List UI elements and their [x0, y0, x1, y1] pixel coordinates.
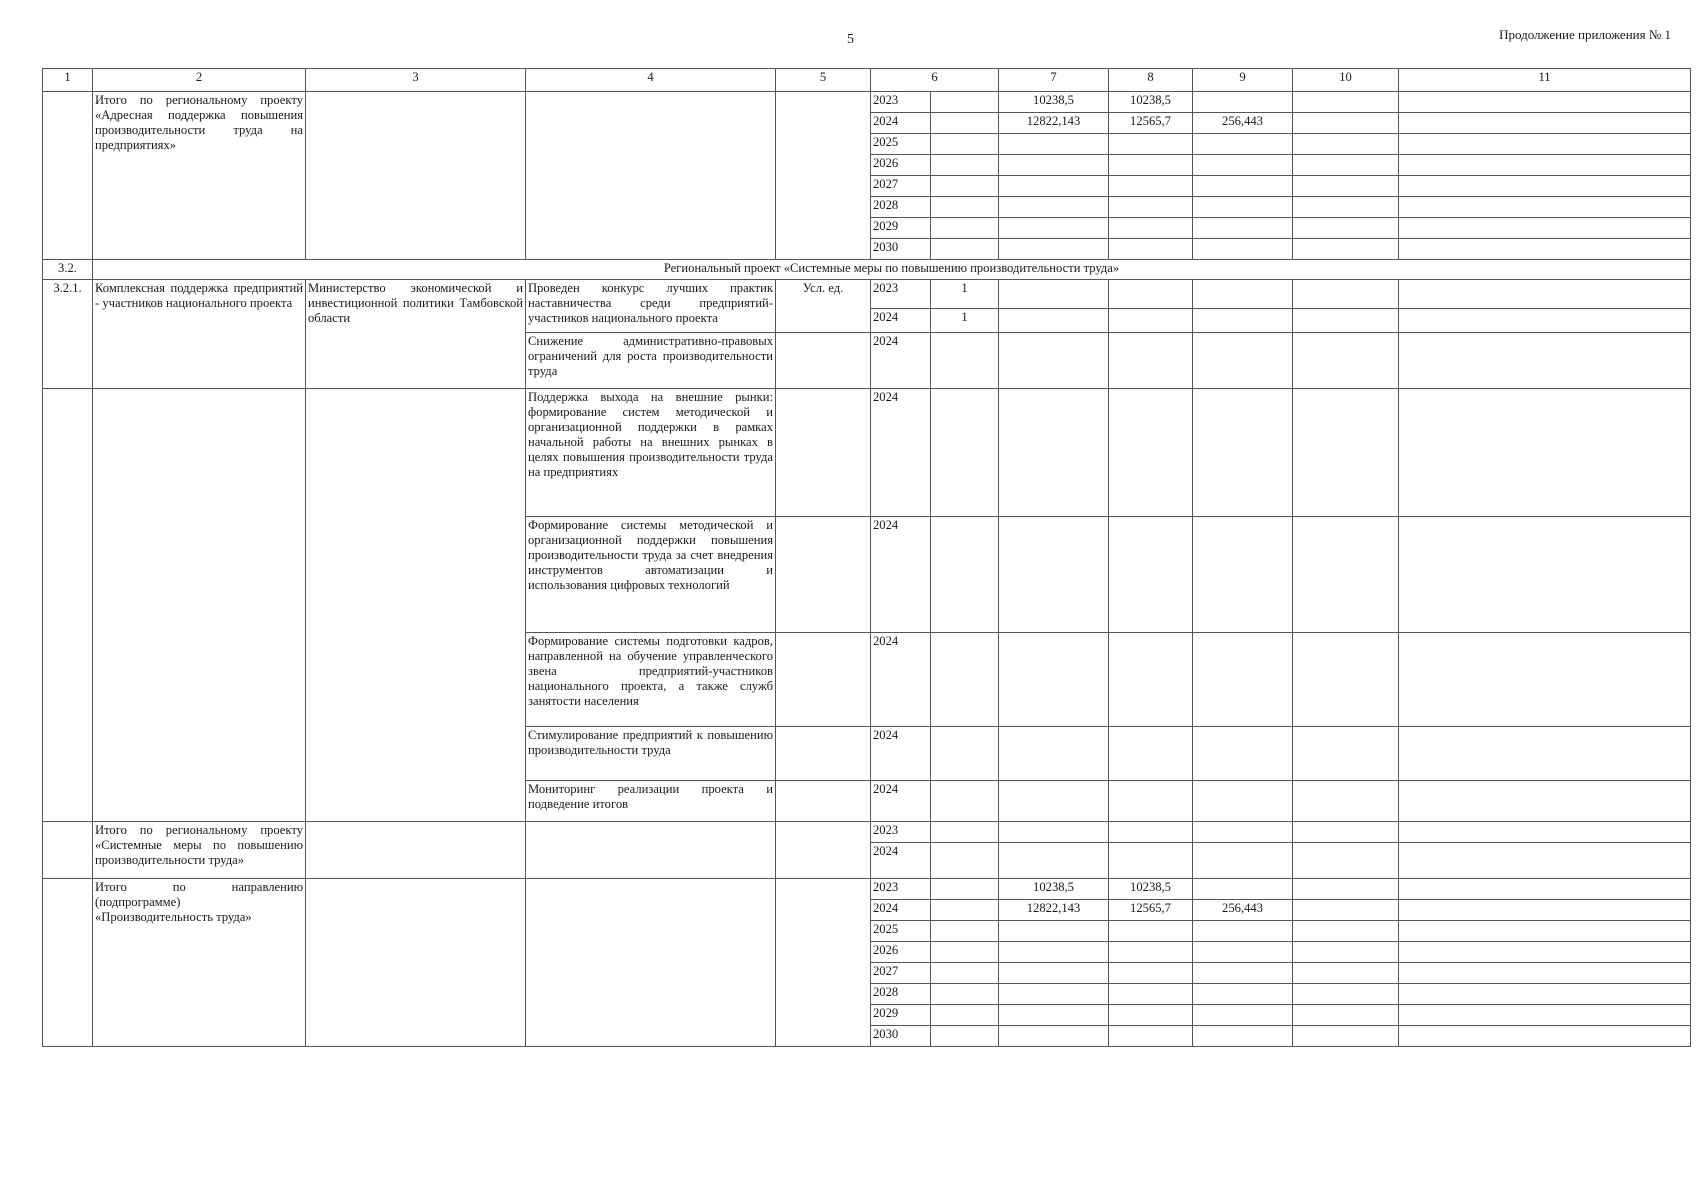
table-row	[43, 389, 1691, 517]
header-cell: 9	[1193, 69, 1293, 92]
header-row	[43, 69, 1691, 92]
value-cell: 12565,7	[1109, 113, 1193, 134]
value-cell: 10238,5	[999, 879, 1109, 900]
year-cell: 2030	[871, 1026, 931, 1047]
year-cell: 2024	[871, 727, 931, 781]
header-cell: 8	[1109, 69, 1193, 92]
year-cell: 2024	[871, 309, 931, 333]
table-row	[43, 822, 1691, 843]
value-cell: 10238,5	[1109, 879, 1193, 900]
year-cell: 2023	[871, 822, 931, 843]
year-cell: 2024	[871, 633, 931, 727]
value-cell: 12565,7	[1109, 900, 1193, 921]
section-number: 3.2.	[43, 260, 93, 280]
regional-project-total-title: Итого по региональному проекту «Системные меры по повышению производительности труда»	[93, 822, 306, 879]
year-cell: 2027	[871, 963, 931, 984]
direction-title-line: «Производительность труда»	[95, 910, 252, 924]
year-cell: 2027	[871, 176, 931, 197]
header-cell: 7	[999, 69, 1109, 92]
result-text: Поддержка выхода на внешние рынки: формирование систем методической и организационной поддержки в рамках начальной работы на внешних рынках в целях повышения производительности труда на предприятиях	[526, 389, 776, 517]
year-cell: 2028	[871, 984, 931, 1005]
header-cell: 2	[93, 69, 306, 92]
year-cell: 2026	[871, 942, 931, 963]
table-row	[43, 280, 1691, 309]
value-cell: 12822,143	[999, 113, 1109, 134]
year-cell: 2024	[871, 517, 931, 633]
value-cell	[1193, 879, 1293, 900]
year-cell: 2024	[871, 900, 931, 921]
year-cell: 2024	[871, 843, 931, 879]
header-cell: 3	[306, 69, 526, 92]
header-cell: 4	[526, 69, 776, 92]
result-text: Формирование системы подготовки кадров, направленной на обучение управленческого звена предприятий-участников национального проекта, а также служб занятости населения	[526, 633, 776, 727]
table-row	[43, 92, 1691, 113]
direction-title-line: (подпрограмме)	[95, 895, 181, 909]
value-cell: 12822,143	[999, 900, 1109, 921]
result-text: Формирование системы методической и организационной поддержки повышения производительности труда за счет внедрения инструментов автоматизации и использования цифровых технологий	[526, 517, 776, 633]
year-cell: 2028	[871, 197, 931, 218]
value-cell: 256,443	[1193, 900, 1293, 921]
unit-cell: Усл. ед.	[776, 280, 871, 333]
section-title: Региональный проект «Системные меры по повышению производительности труда»	[93, 260, 1691, 280]
year-cell: 2030	[871, 239, 931, 260]
year-cell: 2024	[871, 781, 931, 822]
item-executor: Министерство экономической и инвестиционной политики Тамбовской области	[306, 280, 526, 389]
value-cell: 1	[931, 280, 999, 309]
year-cell: 2024	[871, 333, 931, 389]
year-cell: 2024	[871, 113, 931, 134]
header-cell: 1	[43, 69, 93, 92]
item-number: 3.2.1.	[43, 280, 93, 389]
year-cell: 2023	[871, 280, 931, 309]
page-number: 5	[847, 32, 854, 47]
direction-total-title	[93, 879, 306, 1047]
year-cell: 2023	[871, 879, 931, 900]
year-cell: 2029	[871, 218, 931, 239]
header-cell: 10	[1293, 69, 1399, 92]
program-table	[42, 68, 1691, 1047]
item-name: Комплексная поддержка предприятий - участников национального проекта	[93, 280, 306, 389]
appendix-caption: Продолжение приложения № 1	[1499, 27, 1671, 42]
year-cell: 2024	[871, 389, 931, 517]
direction-title-line: Итого по направлению	[95, 880, 303, 894]
header-cell: 5	[776, 69, 871, 92]
year-cell: 2025	[871, 134, 931, 155]
result-text: Проведен конкурс лучших практик наставничества среди предприятий-участников национального проекта	[526, 280, 776, 333]
table-row	[43, 879, 1691, 900]
result-text: Стимулирование предприятий к повышению производительности труда	[526, 727, 776, 781]
header-cell: 11	[1399, 69, 1691, 92]
year-cell: 2029	[871, 1005, 931, 1026]
header-cell: 6	[871, 69, 999, 92]
regional-project-total-title: Итого по региональному проекту «Адресная поддержка повышения производительности труда на предприятиях»	[93, 92, 306, 260]
value-cell	[1193, 92, 1293, 113]
value-cell: 10238,5	[1109, 92, 1193, 113]
result-text: Снижение административно-правовых ограничений для роста производительности труда	[526, 333, 776, 389]
year-cell: 2026	[871, 155, 931, 176]
result-text: Мониторинг реализации проекта и подведение итогов	[526, 781, 776, 822]
year-cell: 2023	[871, 92, 931, 113]
section-row	[43, 260, 1691, 280]
value-cell: 10238,5	[999, 92, 1109, 113]
year-cell: 2025	[871, 921, 931, 942]
value-cell: 1	[931, 309, 999, 333]
value-cell: 256,443	[1193, 113, 1293, 134]
